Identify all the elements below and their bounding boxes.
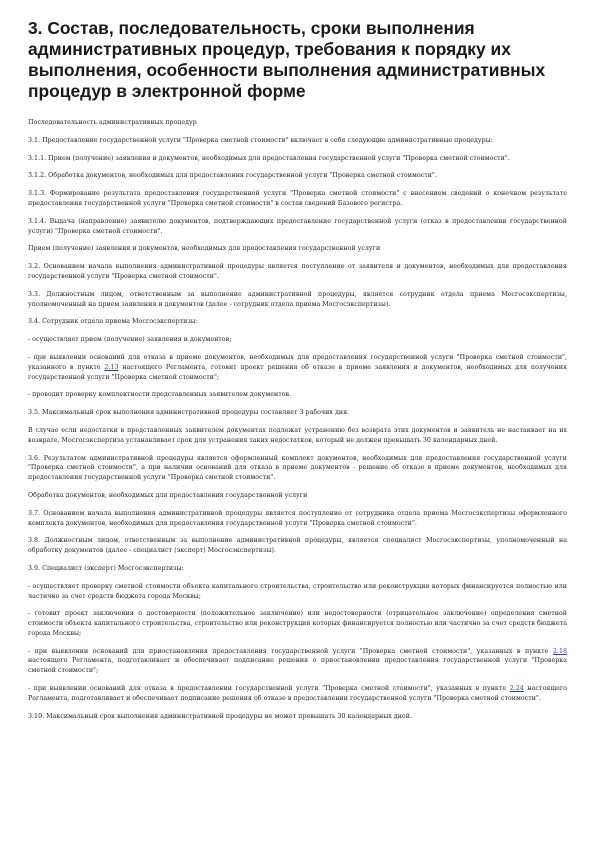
paragraph-text-after: настоящего Регламента, готовит проект решения об отказе в приеме заявления и документов, необходимых для получения государственной услуги "Проверка сметной стоимости";	[28, 363, 567, 381]
paragraph: 3.6. Результатом административной процедуры является оформленный комплект документов, необходимых для предоставления государственной услуги "Проверка сметной стоимости", а при наличии оснований для отказа в приеме документов - решение об отказе в приеме документов, необходимых для предоставления государственной услуги "Проверка сметной стоимости".	[28, 454, 567, 482]
paragraph: 3.3. Должностным лицом, ответственным за выполнение административной процедуры, является сотрудник отдела приема Мосгосэкспертизы, уполномоченный на прием заявления и документов (далее - сотрудник отдела приема Мосгосэкспертизы).	[28, 290, 567, 308]
paragraph: 3.5. Максимальный срок выполнения административной процедуры составляет 3 рабочих дня.	[28, 409, 350, 417]
paragraph: 3.8. Должностным лицом, ответственным за выполнение административной процедуры, является специалист Мосгосэкспертизы, уполномоченный на обработку документов (далее - специалист (эксперт) Мосгосэкспертизы).	[28, 537, 567, 555]
paragraph: Прием (получение) заявления и документов, необходимых для предоставления государственной услуги	[28, 245, 381, 253]
paragraph: 3.2. Основанием начала выполнения административной процедуры является поступление от заявителя и документов, необходимых для предоставления государственной услуги "Проверка сметной стоимости".	[28, 263, 567, 280]
paragraph-text-before: - при выявлении оснований для приостановления предоставления государственной услуги "Проверка сметной стоимости", указанных в пункте	[28, 647, 553, 655]
paragraph: 3.1.2. Обработка документов, необходимых для предоставления государственной услуги "Проверка сметной стоимости".	[28, 172, 437, 180]
paragraph: 3.10. Максимальный срок выполнения административной процедуры не может превышать 30 календарных дней.	[28, 712, 412, 720]
paragraph	[28, 353, 567, 382]
paragraph: В случае если недостатки в представленных заявителем документах подлежат устранению без возврата этих документов и заявитель не настаивает на их возврате, Мосгосэкспертиза устанавливает срок для устранения таких недостатков, который не должен превышать 30 календарных дней.	[28, 426, 567, 444]
paragraph: Последовательность административных процедур	[28, 119, 197, 126]
paragraph	[28, 647, 567, 676]
regulation-point-link[interactable]: 2.13	[104, 363, 119, 371]
paragraph: - осуществляет прием (получение) заявления и документов;	[28, 336, 232, 344]
paragraph-text-before: - при выявлении оснований для отказа в предоставлении государственной услуги "Проверка сметной стоимости", указанных в пункте	[28, 685, 510, 693]
paragraph: - проводит проверку комплектности представленных заявителем документов.	[28, 391, 292, 399]
paragraph: 3.7. Основанием начала выполнения административной процедуры является поступление от сотрудника отдела приема Мосгосэкспертизы оформленного комплекта документов, необходимых для предоставления государственной услуги "Проверка сметной стоимости".	[28, 509, 567, 527]
paragraph: Обработка документов, необходимых для предоставления государственной услуги	[28, 491, 308, 499]
paragraph-text-before: - при выявлении оснований для отказа в приеме документов, необходимых для предоставления государственной услуги "Проверка сметной стоимости", указанного в пункте	[28, 353, 567, 371]
section-title: 3. Состав, последовательность, сроки выполнения административных процедур, требования к порядку их выполнения, особенности выполнения административных процедур в электронной форме	[28, 18, 546, 101]
paragraph: 3.1.3. Формирование результата предоставления государственной услуги "Проверка сметной стоимости" с внесением сведений о конечном результате предоставления государственной услуги "Проверка сметной стоимости" в состав сведений Базового регистра.	[28, 190, 567, 207]
document-body	[28, 118, 567, 721]
paragraph: 3.1.1. Прием (получение) заявления и документов, необходимых для предоставления государственной услуги "Проверка сметной стоимости".	[28, 154, 510, 162]
paragraph-text-after: настоящего Регламента, подготавливает и обеспечивает подписание решения о приостановлении предоставления государственной услуги "Проверка сметной стоимости";	[28, 657, 567, 675]
paragraph: 3.1. Предоставление государственной услуги "Проверка сметной стоимости" включает в себя следующие административные процедуры:	[28, 136, 493, 144]
paragraph: 3.4. Сотрудник отдела приема Мосгосэкспертизы:	[28, 318, 198, 326]
paragraph-text-after: настоящего Регламента, подготавливает и обеспечивает подписание решения об отказе в предоставлении государственной услуги "Проверка сметной стоимости".	[28, 685, 567, 702]
paragraph: 3.1.4. Выдача (направление) заявителю документов, подтверждающих предоставление государственной услуги (отказ в предоставлении государственной услуги) "Проверка сметной стоимости".	[28, 217, 567, 235]
regulation-point-link[interactable]: 2.24	[509, 685, 524, 693]
regulation-point-link[interactable]: 2.18	[552, 647, 567, 655]
paragraph: - осуществляет проверку сметной стоимости объекта капитального строительства, строительство или реконструкция которых финансируется полностью или частично за счет средств бюджета города Москвы;	[28, 582, 567, 600]
paragraph: 3.9. Специалист (эксперт) Мосгосэкспертизы:	[28, 564, 184, 572]
paragraph: - готовит проект заключения о достоверности (положительное заключение) или недостоверности (отрицательное заключение) определения сметной стоимости объекта капитального строительства, строительство или реконструкция которых финансируется полностью или частично за счет средств бюджета города Москвы;	[28, 610, 567, 637]
paragraph	[28, 684, 567, 704]
